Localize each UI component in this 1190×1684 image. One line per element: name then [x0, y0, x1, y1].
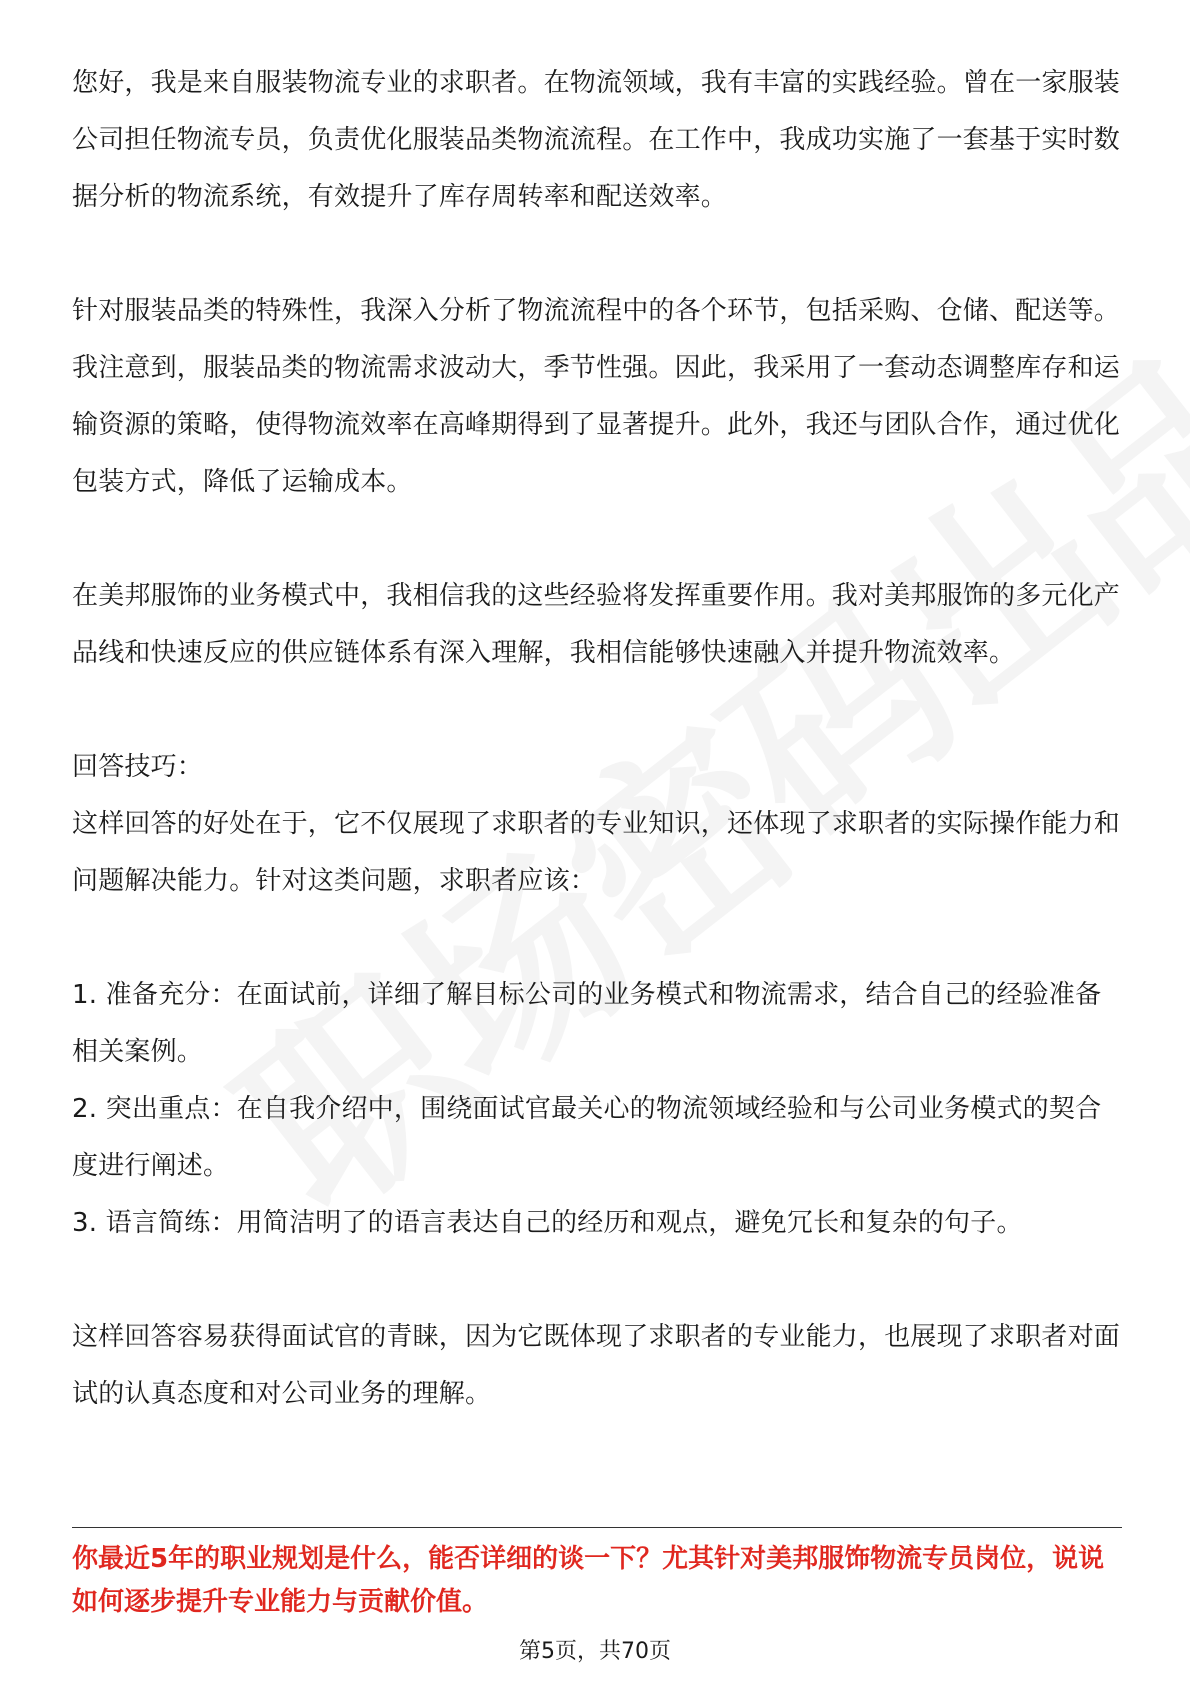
next-question: 你最近5年的职业规划是什么，能否详细的谈一下？尤其针对美邦服饰物流专员岗位，说说如何逐步提升专业能力与贡献价值。 [72, 1544, 1105, 1617]
tips-heading: 回答技巧： [72, 752, 204, 782]
section-divider [72, 1527, 1122, 1528]
page-number: 第5页，共70页 [519, 1639, 671, 1664]
answer-paragraph-3: 在美邦服饰的业务模式中，我相信我的这些经验将发挥重要作用。我对美邦服饰的多元化产品线和快速反应的供应链体系有深入理解，我相信能够快速融入并提升物流效率。 [72, 581, 1121, 668]
tip-item-2: 2. 突出重点：在自我介绍中，围绕面试官最关心的物流领域经验和与公司业务模式的契合度进行阐述。 [72, 1094, 1102, 1181]
conclusion-paragraph: 这样回答容易获得面试官的青睐，因为它既体现了求职者的专业能力，也展现了求职者对面试的认真态度和对公司业务的理解。 [72, 1322, 1121, 1409]
answer-paragraph-1: 您好，我是来自服装物流专业的求职者。在物流领域，我有丰富的实践经验。曾在一家服装公司担任物流专员，负责优化服装品类物流流程。在工作中，我成功实施了一套基于实时数据分析的物流系统，有效提升了库存周转率和配送效率。 [72, 68, 1121, 212]
tips-intro: 这样回答的好处在于，它不仅展现了求职者的专业知识，还体现了求职者的实际操作能力和问题解决能力。针对这类问题，求职者应该： [72, 809, 1121, 896]
tip-item-1: 1. 准备充分：在面试前，详细了解目标公司的业务模式和物流需求，结合自己的经验准备相关案例。 [72, 980, 1102, 1067]
answer-body [72, 55, 1122, 1423]
tip-item-3: 3. 语言简练：用简洁明了的语言表达自己的经历和观点，避免冗长和复杂的句子。 [72, 1208, 1023, 1238]
answer-paragraph-2: 针对服装品类的特殊性，我深入分析了物流流程中的各个环节，包括采购、仓储、配送等。我注意到，服装品类的物流需求波动大，季节性强。因此，我采用了一套动态调整库存和运输资源的策略，使得物流效率在高峰期得到了显著提升。此外，我还与团队合作，通过优化包装方式，降低了运输成本。 [72, 296, 1121, 497]
